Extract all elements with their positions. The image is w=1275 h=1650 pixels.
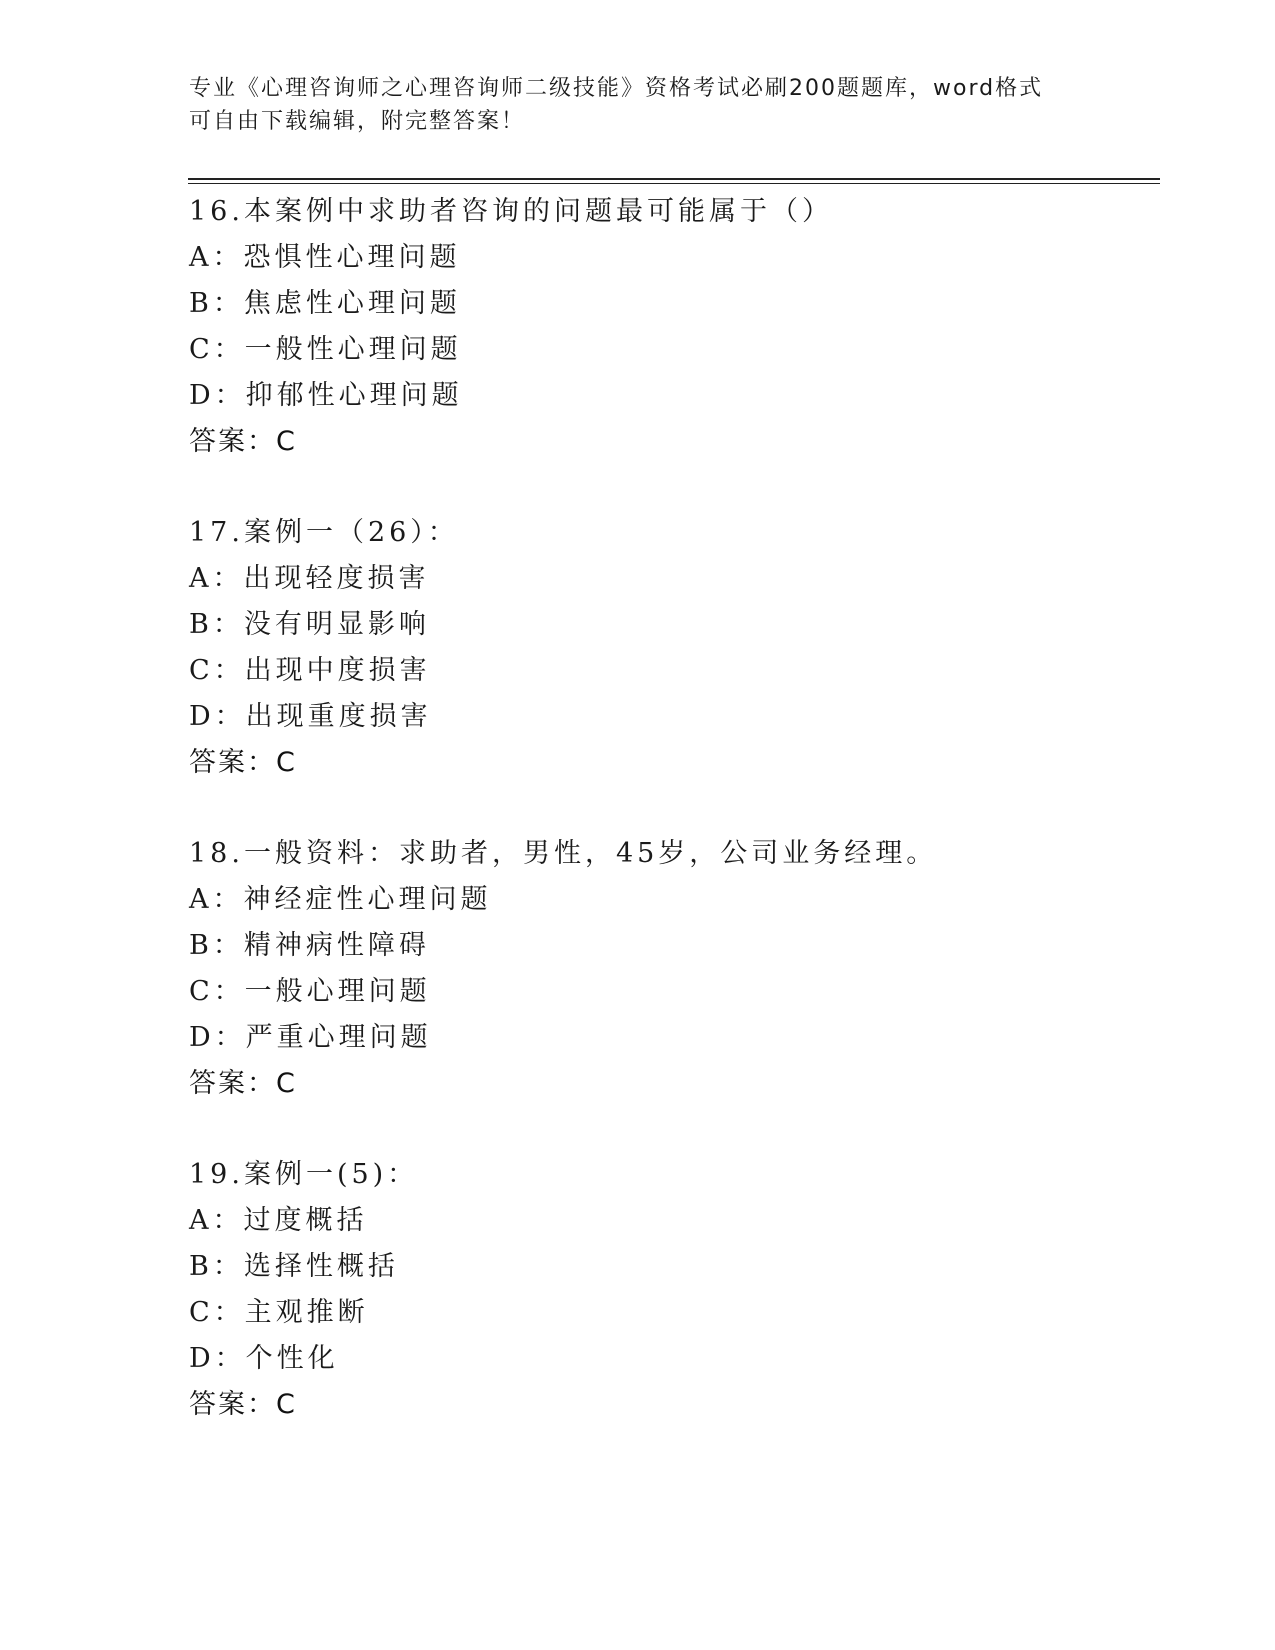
document-header <box>189 72 1089 138</box>
option-d: D：抑郁性心理问题 <box>189 380 463 411</box>
option-b: B：没有明显影响 <box>189 609 430 640</box>
header-divider-thin <box>188 183 1160 184</box>
option-b: B：选择性概括 <box>189 1251 399 1282</box>
answer: 答案：C <box>189 1389 297 1420</box>
header-divider-thick <box>188 178 1160 180</box>
option-c: C：主观推断 <box>189 1297 369 1328</box>
header-line-2: 可自由下载编辑，附完整答案！ <box>189 109 526 134</box>
question-17 <box>189 510 1149 786</box>
answer: 答案：C <box>189 747 297 778</box>
answer: 答案：C <box>189 1068 297 1099</box>
option-a: A：恐惧性心理问题 <box>189 242 461 273</box>
option-c: C：一般心理问题 <box>189 976 431 1007</box>
option-c: C：出现中度损害 <box>189 655 431 686</box>
option-a: A：出现轻度损害 <box>189 563 430 594</box>
option-b: B：精神病性障碍 <box>189 930 430 961</box>
question-stem: 19.案例一(5)： <box>189 1159 419 1190</box>
question-stem: 17.案例一（26）： <box>189 517 459 548</box>
question-stem: 16.本案例中求助者咨询的问题最可能属于（） <box>189 196 833 227</box>
option-a: A：过度概括 <box>189 1205 368 1236</box>
question-19 <box>189 1152 1149 1428</box>
option-d: D：个性化 <box>189 1343 339 1374</box>
header-line-1: 专业《心理咨询师之心理咨询师二级技能》资格考试必刷200题题库，word格式 <box>189 76 1044 101</box>
option-d: D：严重心理问题 <box>189 1022 432 1053</box>
option-b: B：焦虑性心理问题 <box>189 288 461 319</box>
question-stem: 18.一般资料：求助者，男性，45岁，公司业务经理。 <box>189 838 938 869</box>
answer: 答案：C <box>189 426 297 457</box>
option-d: D：出现重度损害 <box>189 701 432 732</box>
question-18 <box>189 831 1149 1107</box>
option-c: C：一般性心理问题 <box>189 334 462 365</box>
option-a: A：神经症性心理问题 <box>189 884 492 915</box>
question-16 <box>189 189 1149 465</box>
